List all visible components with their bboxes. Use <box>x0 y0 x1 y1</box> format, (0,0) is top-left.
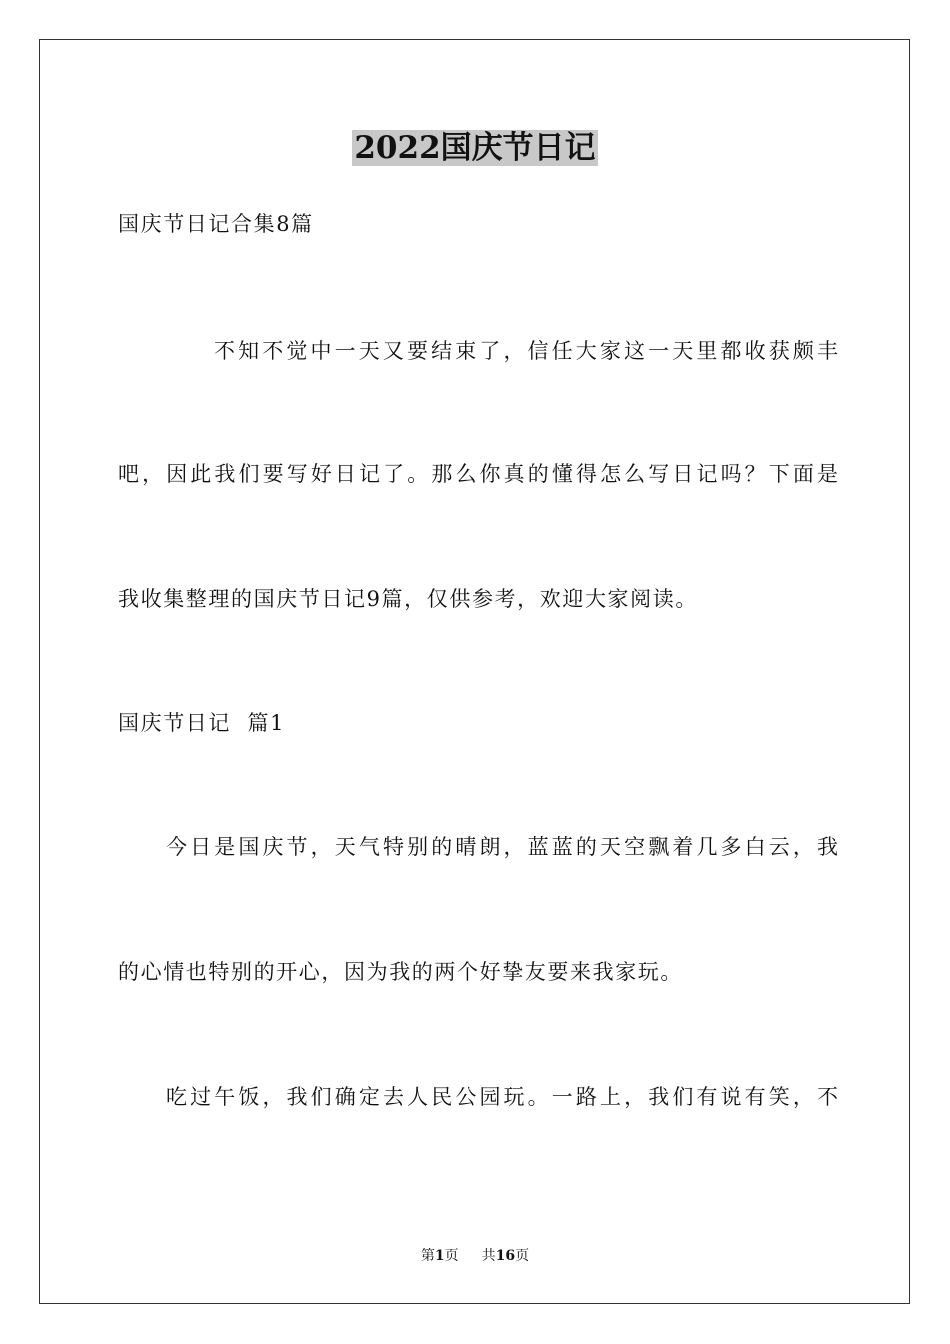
footer-page-prefix: 第 <box>420 1248 435 1264</box>
document-title-text: 2022国庆节日记 <box>354 130 596 166</box>
footer-total-suffix: 页 <box>515 1248 530 1264</box>
intro-line-3: 我收集整理的国庆节日记9篇，仅供参考，欢迎大家阅读。 <box>118 587 698 611</box>
intro-line-2: 吧，因此我们要写好日记了。那么你真的懂得怎么写日记吗？下面是 <box>118 462 838 486</box>
document-subtitle: 国庆节日记合集8篇 <box>118 212 314 236</box>
footer-page-number: 1 <box>434 1248 445 1264</box>
page-footer <box>0 1246 950 1266</box>
footer-page-suffix: 页 <box>444 1248 459 1264</box>
document-title <box>0 126 950 170</box>
section-line-2: 的心情也特别的开心，因为我的两个好挚友要来我家玩。 <box>118 960 683 984</box>
footer-total-pages: 16 <box>495 1248 516 1264</box>
section-line-1: 今日是国庆节，天气特别的晴朗，蓝蓝的天空飘着几多白云，我 <box>166 835 838 859</box>
intro-line-1: 不知不觉中一天又要结束了，信任大家这一天里都收获颇丰 <box>214 339 838 363</box>
section-heading: 国庆节日记 篇1 <box>118 711 286 735</box>
section-line-3: 吃过午饭，我们确定去人民公园玩。一路上，我们有说有笑，不 <box>166 1085 838 1109</box>
footer-total-prefix: 共 <box>481 1248 496 1264</box>
